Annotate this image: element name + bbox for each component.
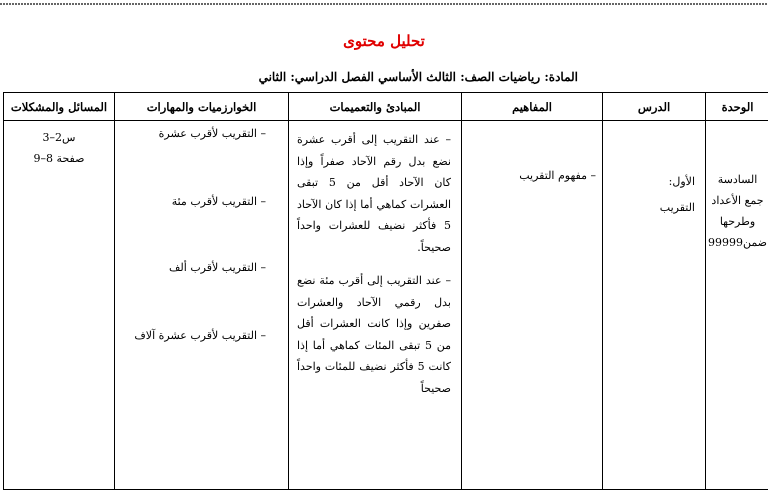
cell-principles [289,121,462,490]
lesson-line: التقريب [603,195,695,221]
header-row [4,93,768,121]
concept-item: – مفهوم التقريب [462,169,596,182]
cell-problems [4,121,115,490]
cell-skills [115,121,289,490]
unit-line: السادسة [706,169,768,190]
header-principles: المبادئ والتعميمات [289,93,462,121]
skill-item: – التقريب لأقرب مئة [172,195,266,208]
lesson-line: الأول: [603,169,695,195]
cell-concepts [462,121,603,490]
top-dotted-rule [0,3,768,5]
content-analysis-table [3,92,768,490]
unit-line: ضمن99999 [706,232,768,253]
page-title: تحليل محتوى [0,32,768,50]
principle-item: – عند التقريب إلى أقرب مئة نضع بدل رقمي الآحاد والعشرات صفرين وإذا كانت العشرات أقل من 5 تبقى المئات كماهي أما إذا كانت 5 فأكثر نضيف للمئات واحداً صحيحاً [297,270,451,399]
skill-item: – التقريب لأقرب ألف [169,261,266,274]
subject-line: المادة: رياضيات الصف: الثالث الأساسي الفصل الدراسي: الثاني [259,70,578,84]
cell-lesson [603,121,706,490]
skill-item: – التقريب لأقرب عشرة [159,127,266,140]
unit-line: وطرحها [706,211,768,232]
table-row [4,121,768,490]
header-unit: الوحدة [706,93,768,121]
problem-line: س2–3 [4,127,114,148]
problem-line: صفحة 8–9 [4,148,114,169]
header-problems: المسائل والمشكلات [4,93,115,121]
header-lesson: الدرس [603,93,706,121]
principle-item: – عند التقريب إلى أقرب عشرة نضع بدل رقم الآحاد صفراً وإذا كان الآحاد أقل من 5 تبقى العشرات كماهي أما إذا كان الآحاد 5 فأكثر نضيف للعشرات واحداً صحيحاً. [297,129,451,258]
cell-unit [706,121,768,490]
unit-line: جمع الأعداد [706,190,768,211]
header-concepts: المفاهيم [462,93,603,121]
skill-item: – التقريب لأقرب عشرة آلاف [134,329,266,342]
header-skills: الخوارزميات والمهارات [115,93,289,121]
